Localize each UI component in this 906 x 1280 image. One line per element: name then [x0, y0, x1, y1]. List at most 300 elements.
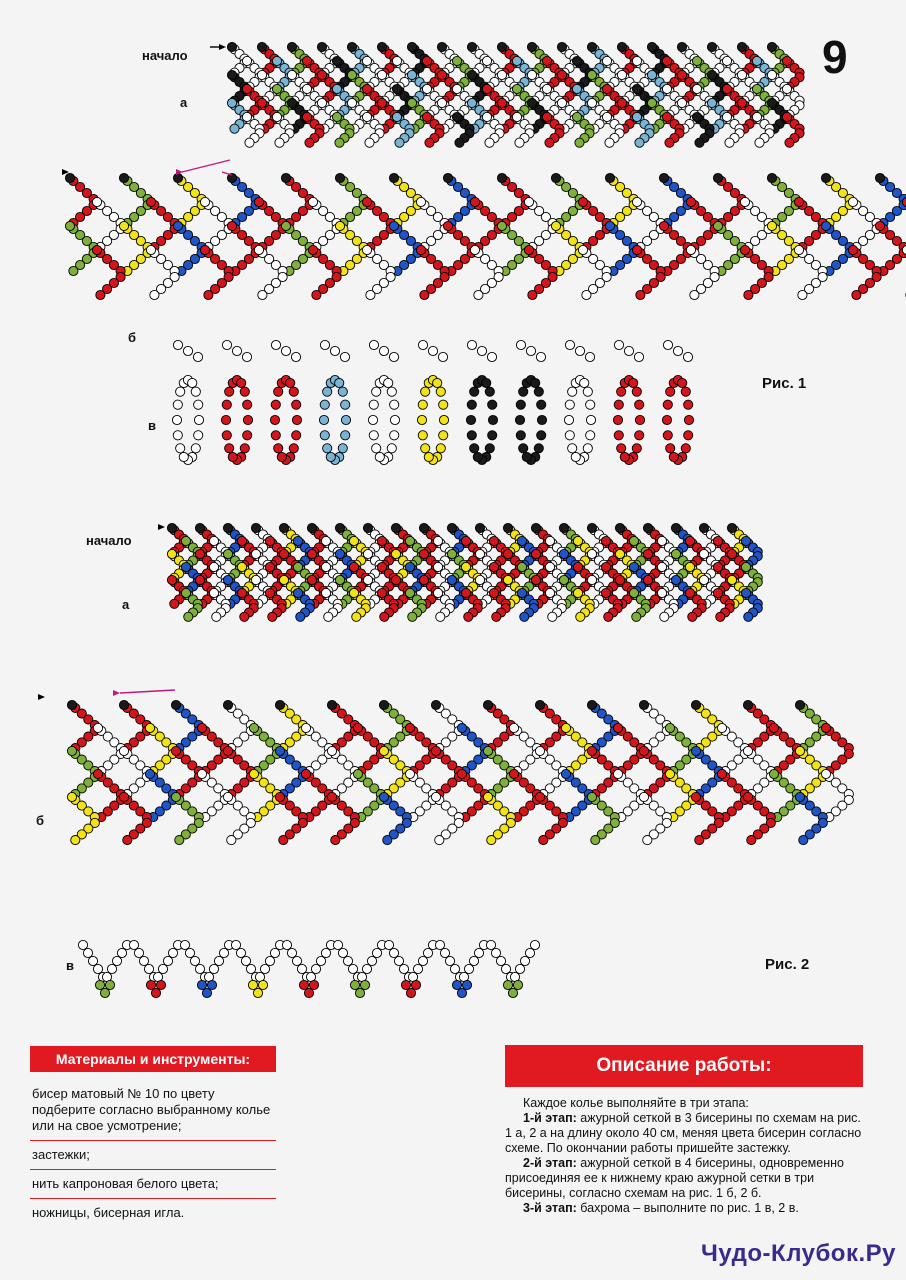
bead: [725, 138, 734, 147]
bead: [483, 700, 492, 709]
bead: [437, 98, 446, 107]
bead: [275, 138, 284, 147]
bead: [237, 536, 246, 545]
bead: [632, 245, 641, 254]
bead: [447, 549, 456, 558]
bead: [515, 138, 524, 147]
bead: [699, 549, 708, 558]
bead: [629, 588, 638, 597]
bead: [639, 792, 648, 801]
bead: [181, 536, 190, 545]
bead: [119, 746, 128, 755]
bead: [275, 746, 284, 755]
bead: [369, 340, 378, 349]
bead: [565, 400, 574, 409]
bead: [321, 562, 330, 571]
step-text: ажурной сеткой в 4 бисерины, одновременно присоединяя ее к нижнему краю ажурной сетки в три бисерины, согласно схемам на рис. 1 б, 2 б.: [505, 1156, 844, 1200]
bead: [237, 378, 246, 387]
bead: [242, 352, 251, 361]
bead: [601, 562, 610, 571]
bead: [119, 221, 128, 230]
bead: [565, 340, 574, 349]
bead: [537, 400, 546, 409]
bead: [227, 70, 236, 79]
bead: [246, 964, 255, 973]
bead: [551, 221, 560, 230]
bead: [435, 940, 444, 949]
bead: [681, 387, 690, 396]
bead: [673, 346, 682, 355]
bead: [591, 836, 600, 845]
bead: [150, 290, 159, 299]
bead: [690, 290, 699, 299]
bead: [195, 964, 204, 973]
bead: [146, 980, 155, 989]
bead: [145, 769, 154, 778]
bead: [635, 431, 644, 440]
bead: [491, 948, 500, 957]
bead: [324, 612, 333, 621]
bead: [146, 197, 155, 206]
bead: [405, 536, 414, 545]
bead: [237, 562, 246, 571]
bead: [431, 700, 440, 709]
bead: [416, 245, 425, 254]
bead: [686, 245, 695, 254]
bead: [752, 84, 761, 93]
bead: [713, 588, 722, 597]
bead: [242, 56, 251, 65]
bead: [752, 112, 761, 121]
bead: [582, 290, 591, 299]
bead: [335, 549, 344, 558]
bead: [433, 588, 442, 597]
bead: [527, 42, 536, 51]
bead: [380, 612, 389, 621]
label-start-fig1: начало: [142, 48, 188, 63]
bead: [335, 575, 344, 584]
bead: [445, 956, 454, 965]
bead: [497, 221, 506, 230]
bead: [512, 84, 521, 93]
bead: [785, 138, 794, 147]
description-header: Описание работы:: [505, 1045, 863, 1087]
bead: [685, 536, 694, 545]
bead: [428, 346, 437, 355]
bead: [195, 523, 204, 532]
bead: [852, 290, 861, 299]
bead: [503, 575, 512, 584]
materials-item: нить капроновая белого цвета;: [30, 1169, 276, 1198]
bead: [691, 700, 700, 709]
bead: [782, 84, 791, 93]
bead: [67, 792, 76, 801]
bead: [223, 575, 232, 584]
bead: [214, 956, 223, 965]
bead: [524, 197, 533, 206]
bead: [362, 245, 371, 254]
bead: [327, 700, 336, 709]
step-text: бахрома – выполните по рис. 1 в, 2 в.: [576, 1201, 799, 1215]
bead: [93, 769, 102, 778]
bead: [419, 523, 428, 532]
bead: [362, 112, 371, 121]
bead: [487, 836, 496, 845]
bead: [384, 940, 393, 949]
bead: [407, 70, 416, 79]
bead: [67, 746, 76, 755]
path-line: [182, 160, 230, 172]
bead: [587, 575, 596, 584]
bead: [636, 290, 645, 299]
bead: [320, 431, 329, 440]
bead: [615, 549, 624, 558]
bead: [467, 70, 476, 79]
bead: [461, 562, 470, 571]
bead: [496, 956, 505, 965]
materials-item: бисер матовый № 10 по цвету подберите согласно выбранному колье или на свое усмотрение;: [32, 1086, 271, 1133]
bead: [156, 980, 165, 989]
bead: [433, 562, 442, 571]
bead: [335, 138, 344, 147]
bead: [527, 98, 536, 107]
bead: [279, 549, 288, 558]
bead: [643, 523, 652, 532]
bead: [769, 723, 778, 732]
bead: [299, 980, 308, 989]
bead: [470, 245, 479, 254]
bead: [794, 245, 803, 254]
bead: [197, 769, 206, 778]
bead: [293, 536, 302, 545]
bead: [513, 980, 522, 989]
bead: [657, 562, 666, 571]
bead: [292, 415, 301, 424]
bead: [418, 400, 427, 409]
bead: [467, 400, 476, 409]
bead: [227, 221, 236, 230]
bead: [100, 988, 109, 997]
bead: [799, 836, 808, 845]
bead: [707, 42, 716, 51]
bead: [332, 112, 341, 121]
bead: [632, 612, 641, 621]
bead: [722, 112, 731, 121]
bead: [389, 352, 398, 361]
bead: [657, 536, 666, 545]
bead: [519, 444, 528, 453]
bead: [222, 400, 231, 409]
bead: [292, 956, 301, 965]
bead: [171, 700, 180, 709]
bead: [307, 523, 316, 532]
bead: [436, 387, 445, 396]
bead: [347, 98, 356, 107]
bead: [158, 964, 167, 973]
bead: [194, 400, 203, 409]
bead: [272, 112, 281, 121]
bead: [587, 42, 596, 51]
bead: [389, 948, 398, 957]
bead: [848, 245, 857, 254]
bead: [383, 836, 392, 845]
bead: [197, 723, 206, 732]
bead: [564, 415, 573, 424]
bead: [347, 70, 356, 79]
bead: [270, 948, 279, 957]
bead: [537, 415, 546, 424]
bead: [685, 588, 694, 597]
bead: [173, 173, 182, 182]
bead: [289, 444, 298, 453]
bead: [578, 197, 587, 206]
bead: [392, 84, 401, 93]
bead: [583, 387, 592, 396]
bead: [482, 378, 491, 387]
bead: [408, 612, 417, 621]
bead: [665, 723, 674, 732]
bead: [377, 70, 386, 79]
bead: [195, 575, 204, 584]
bead: [173, 221, 182, 230]
bead: [571, 452, 580, 461]
bead: [65, 221, 74, 230]
bead: [542, 84, 551, 93]
bead: [321, 588, 330, 597]
bead: [171, 746, 180, 755]
bead: [200, 197, 209, 206]
bead: [379, 346, 388, 355]
bead: [605, 138, 614, 147]
bead: [545, 562, 554, 571]
bead: [461, 536, 470, 545]
bead: [69, 266, 78, 275]
bead: [289, 387, 298, 396]
bead: [572, 56, 581, 65]
bead: [795, 700, 804, 709]
materials-header: Материалы и инструменты:: [30, 1046, 276, 1072]
caption-fig2: Рис. 2: [765, 956, 810, 973]
bead: [713, 173, 722, 182]
bead: [691, 746, 700, 755]
bead: [181, 562, 190, 571]
bead: [419, 575, 428, 584]
bead: [517, 588, 526, 597]
bead: [366, 290, 375, 299]
bead: [665, 138, 674, 147]
bead: [517, 562, 526, 571]
bead: [602, 56, 611, 65]
bead: [96, 290, 105, 299]
bead: [722, 84, 731, 93]
bead: [172, 415, 181, 424]
bead: [713, 536, 722, 545]
bead: [317, 98, 326, 107]
bead: [568, 387, 577, 396]
bead: [488, 400, 497, 409]
bead: [602, 84, 611, 93]
bead: [180, 940, 189, 949]
bead: [692, 112, 701, 121]
bead: [307, 575, 316, 584]
bead: [561, 723, 570, 732]
bead: [692, 84, 701, 93]
arrow-icon: [158, 524, 165, 530]
description-body: [505, 1096, 865, 1216]
bead: [251, 575, 260, 584]
bead: [662, 84, 671, 93]
bead: [265, 956, 274, 965]
bead: [431, 792, 440, 801]
bead: [727, 549, 736, 558]
bead: [258, 980, 267, 989]
bead: [662, 56, 671, 65]
bead: [265, 588, 274, 597]
bead: [309, 980, 318, 989]
bead: [191, 444, 200, 453]
bead: [219, 948, 228, 957]
bead: [281, 221, 290, 230]
bead: [258, 290, 267, 299]
bead: [242, 84, 251, 93]
bead: [457, 988, 466, 997]
description-step-1: [505, 1111, 865, 1156]
bead: [332, 84, 341, 93]
bead: [194, 431, 203, 440]
bead: [391, 549, 400, 558]
bead: [624, 346, 633, 355]
bead: [516, 431, 525, 440]
bead: [671, 523, 680, 532]
bead: [713, 562, 722, 571]
bead: [418, 956, 427, 965]
bead: [647, 42, 656, 51]
bead: [389, 173, 398, 182]
bead: [139, 956, 148, 965]
bead: [223, 700, 232, 709]
bead: [632, 197, 641, 206]
bead: [452, 980, 461, 989]
bead: [331, 836, 340, 845]
label-v-fig2: в: [66, 958, 74, 973]
bead: [707, 70, 716, 79]
bead: [405, 769, 414, 778]
bead: [185, 948, 194, 957]
bead: [557, 70, 566, 79]
bead: [489, 588, 498, 597]
bead: [107, 964, 116, 973]
bead: [431, 746, 440, 755]
bead: [605, 173, 614, 182]
bead: [424, 452, 433, 461]
bead: [509, 769, 518, 778]
bead: [405, 562, 414, 571]
bead: [647, 70, 656, 79]
bead: [390, 431, 399, 440]
bead: [395, 138, 404, 147]
description-intro: Каждое колье выполняйте в три этапа:: [523, 1096, 749, 1110]
bead: [755, 138, 764, 147]
bead: [629, 536, 638, 545]
path-line: [120, 690, 175, 693]
bead: [317, 70, 326, 79]
bead: [545, 536, 554, 545]
bead: [392, 112, 401, 121]
bead: [240, 444, 249, 453]
bead: [438, 352, 447, 361]
bead: [92, 197, 101, 206]
bead: [422, 112, 431, 121]
bead: [572, 112, 581, 121]
bead: [482, 84, 491, 93]
bead: [531, 575, 540, 584]
bead: [341, 415, 350, 424]
bead: [586, 431, 595, 440]
bead: [349, 536, 358, 545]
bead: [534, 444, 543, 453]
bead: [485, 387, 494, 396]
bead: [119, 792, 128, 801]
bead: [67, 700, 76, 709]
bead: [406, 988, 415, 997]
bead: [475, 549, 484, 558]
bead: [144, 964, 153, 973]
bead: [794, 197, 803, 206]
bead: [222, 340, 231, 349]
arrow-icon: [219, 44, 226, 50]
bead: [223, 549, 232, 558]
bead: [271, 431, 280, 440]
bead: [660, 612, 669, 621]
bead: [587, 523, 596, 532]
bead: [281, 173, 290, 182]
bead: [320, 340, 329, 349]
bead: [319, 415, 328, 424]
bead: [639, 746, 648, 755]
bead: [647, 98, 656, 107]
bead: [767, 42, 776, 51]
bead: [452, 84, 461, 93]
step-text: ажурной сеткой в 3 бисерины по схемам на рис. 1 а, 2 а на длину около 40 см, меняя цвета бисерин согласно схеме. По окончании работы пришейте застежку.: [505, 1111, 862, 1155]
bead: [292, 431, 301, 440]
bead: [188, 378, 197, 387]
bead: [297, 964, 306, 973]
bead: [200, 245, 209, 254]
bead: [365, 138, 374, 147]
bead: [525, 948, 534, 957]
bead: [190, 956, 199, 965]
bead: [416, 197, 425, 206]
bead: [419, 549, 428, 558]
bead: [455, 138, 464, 147]
bead: [482, 112, 491, 121]
bead: [666, 444, 675, 453]
bead: [559, 575, 568, 584]
bead: [439, 415, 448, 424]
bead: [539, 836, 548, 845]
bead: [737, 98, 746, 107]
bead: [399, 964, 408, 973]
bead: [375, 452, 384, 461]
bead: [684, 400, 693, 409]
bead: [470, 197, 479, 206]
bead: [323, 387, 332, 396]
bead: [175, 836, 184, 845]
bead: [418, 340, 427, 349]
bead: [151, 988, 160, 997]
bead: [531, 523, 540, 532]
bead: [265, 536, 274, 545]
